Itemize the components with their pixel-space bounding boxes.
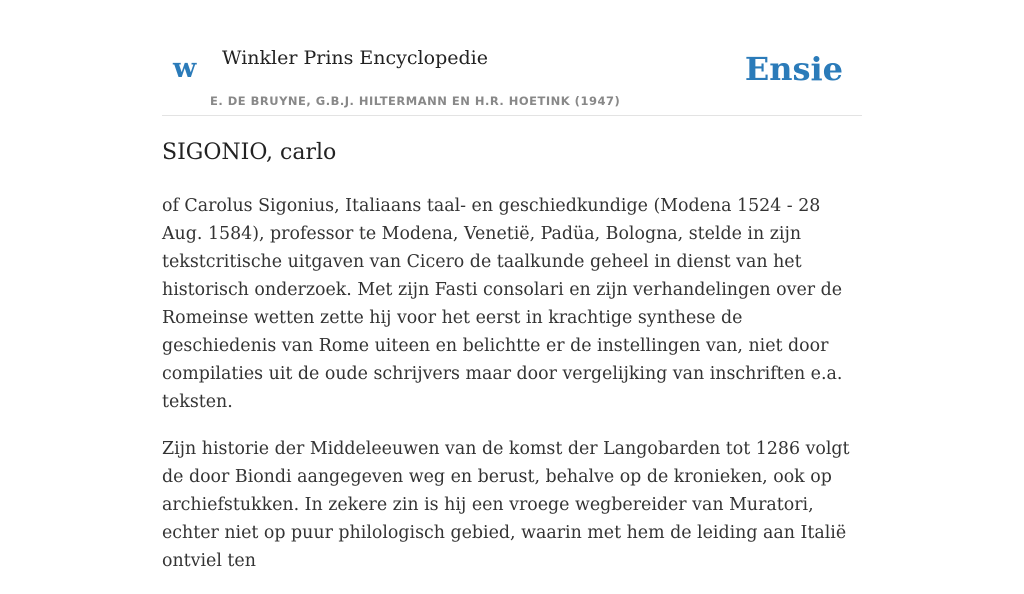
publication-logo-icon[interactable]: w: [173, 53, 197, 84]
ensie-logo[interactable]: Ensie: [744, 50, 843, 88]
publication-authors: E. DE BRUYNE, G.B.J. HILTERMANN EN H.R. HOETINK (1947): [210, 94, 621, 108]
article-title: SIGONIO, carlo: [162, 140, 337, 165]
article-paragraph-1: of Carolus Sigonius, Italiaans taal- en geschiedkundige (Modena 1524 - 28 Aug. 1584), professor te Modena, Venetië, Padüa, Bologna, stelde in zijn tekstcritische uitgaven van Cicero de taalkunde geheel in dienst van het historisch onderzoek. Met zijn Fasti consolari en zijn verhandelingen over de Romeinse wetten zette hij voor het eerst in krachtige synthese de geschiedenis van Rome uiteen en belichtte er de instellingen van, niet door compilaties uit de oude schrijvers maar door vergelijking van inschriften e.a. teksten.: [162, 196, 843, 412]
article-paragraph-2: Zijn historie der Middeleeuwen van de komst der Langobarden tot 1286 volgt de door Biondi aangegeven weg en berust, behalve op de kronieken, ook op archiefstukken. In zekere zin is hij een vroege wegbereider van Muratori, echter niet op puur philologisch gebied, waarin met hem de leiding aan Italië ontviel ten: [162, 439, 850, 571]
publication-title[interactable]: Winkler Prins Encyclopedie: [222, 47, 488, 69]
site-header: [162, 40, 862, 116]
article-body: [162, 192, 862, 594]
